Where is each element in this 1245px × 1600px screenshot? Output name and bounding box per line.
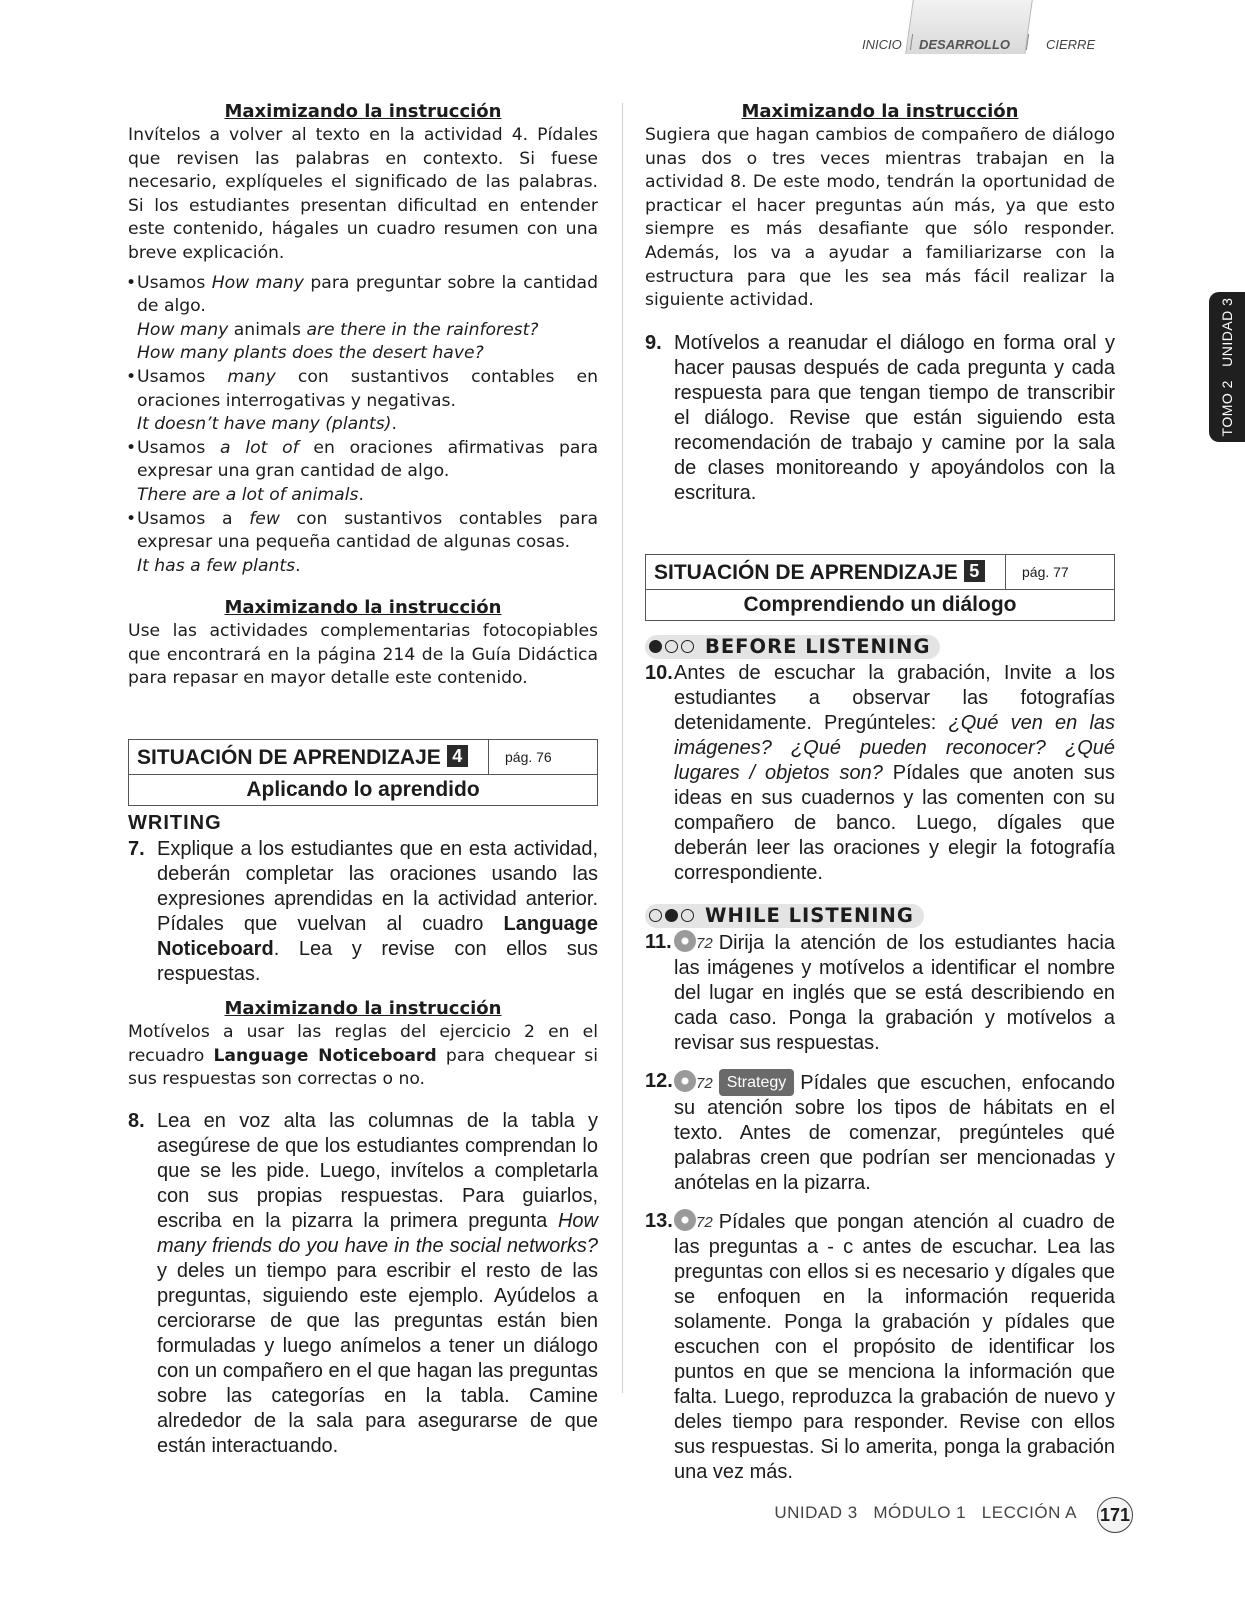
page-number: 171 bbox=[1097, 1497, 1133, 1533]
text: Pídales que anoten sus ideas en sus cuadernos y las comenten con su compañero de banco. Luego, dígales que deberán leer las oraciones y elegir la fotografía correspondiente. bbox=[674, 761, 1115, 884]
max-heading: Maximizando la instrucción bbox=[224, 597, 502, 619]
text: How many bbox=[211, 272, 304, 293]
writing-heading: WRITING bbox=[128, 812, 222, 835]
item-number: 7. bbox=[128, 838, 145, 861]
text: Motívelos a usar las reglas del ejercicio 2 en el recuadro bbox=[128, 1022, 598, 1066]
item-number: 9. bbox=[645, 331, 662, 354]
left-column bbox=[128, 100, 598, 1459]
text: Language Noticeboard bbox=[157, 913, 598, 961]
text: Dirija la atención de los estudiantes hacia las imágenes y motívelos a identificar el nombre del lugar en inglés que se está describiendo en cada caso. Ponga la grabación y motívelos a revisar sus respuestas. bbox=[674, 931, 1115, 1054]
text: Explique a los estudiantes que en esta actividad, deberán completar las oraciones usando las expresiones aprendidas en la actividad anterior. Pídales que vuelvan al cuadro bbox=[157, 838, 598, 936]
text: ¿Qué ven en las imágenes? ¿Qué pueden reconocer? ¿Qué lugares / objetos son? bbox=[674, 711, 1116, 784]
text: SITUACIÓN DE APRENDIZAJE bbox=[137, 746, 441, 770]
text: many bbox=[227, 366, 276, 387]
stage-dots bbox=[649, 906, 697, 924]
situation-subtitle: Aplicando lo aprendido bbox=[246, 778, 480, 802]
before-listening-pill bbox=[645, 635, 940, 659]
max-heading: Maximizando la instrucción bbox=[224, 998, 502, 1020]
text: Pídales que pongan atención al cuadro de las preguntas a - c antes de escuchar. Lea las preguntas con ellos si es necesario y dígales que se enfoquen en la información requerida solamente. Ponga la grabación y pídales que escuchen con el propósito de identificar los puntos en que se menciona la información que falta. Luego, reproduzca la grabación de nuevo y deles tiempo para responder. Revise con ellos sus respuestas. Si lo amerita, ponga la grabación una vez más. bbox=[674, 1210, 1115, 1483]
item-number: 12. bbox=[645, 1069, 673, 1092]
text: con sustantivos contables para expresar una pequeña cantidad de algunas cosas. bbox=[137, 508, 598, 553]
text: SITUACIÓN DE APRENDIZAJE bbox=[654, 560, 958, 584]
while-listening-label: WHILE LISTENING bbox=[705, 903, 914, 927]
dot-empty-icon bbox=[681, 909, 694, 922]
max-text: Use las actividades complementarias fotocopiables que encontrará en la página 214 de la Guía Didáctica para repasar en mayor detalle este contenido. bbox=[128, 621, 598, 689]
text: How many bbox=[137, 319, 234, 340]
situation-title bbox=[137, 745, 468, 770]
max-text: Invítelos a volver al texto en la actividad 4. Pídales que revisen las palabras en contexto. Si fuese necesario, explíqueles el significado de las palabras. Si los estudiantes presentan dificultad en entender este contenido, hágales un cuadro resumen con una breve explicación. bbox=[128, 125, 598, 263]
column-divider bbox=[622, 103, 623, 1393]
nav-inicio: INICIO bbox=[862, 37, 902, 52]
text: Pídales que escuchen, enfocando su atención sobre los tipos de hábitats en el texto. Antes de comenzar, pregúnteles qué palabras creen que podrían ser mencionadas y anótelas en la pizarra. bbox=[674, 1071, 1115, 1194]
text: few bbox=[249, 508, 280, 529]
while-listening-pill bbox=[645, 904, 924, 928]
example bbox=[137, 484, 598, 508]
dot-filled-icon bbox=[665, 909, 678, 922]
situation-number: 4 bbox=[447, 745, 468, 767]
text: Usamos bbox=[137, 366, 228, 387]
dot-empty-icon bbox=[665, 640, 678, 653]
stage-dots bbox=[649, 637, 697, 655]
situation-subtitle: Comprendiendo un diálogo bbox=[743, 592, 1017, 616]
section-nav bbox=[857, 0, 1117, 60]
situation-box-4 bbox=[128, 739, 598, 806]
dot-filled-icon bbox=[649, 640, 662, 653]
text: . bbox=[391, 414, 397, 435]
unit-side-tab bbox=[1209, 292, 1245, 442]
text: para chequear si sus respuestas son correctas o no. bbox=[128, 1045, 598, 1090]
situation-title bbox=[654, 560, 985, 585]
text: animals bbox=[233, 319, 301, 340]
track-number: 72 bbox=[696, 1213, 713, 1231]
before-listening-label: BEFORE LISTENING bbox=[705, 634, 931, 658]
activity-7 bbox=[128, 837, 598, 987]
item-number: 11. bbox=[645, 930, 672, 953]
footer-lesson-label: UNIDAD 3 MÓDULO 1 LECCIÓN A bbox=[774, 1503, 1077, 1522]
situation-header bbox=[129, 740, 597, 775]
side-tab-label: TOMO 2 UNIDAD 3 bbox=[1219, 297, 1235, 437]
situation-box-5 bbox=[645, 554, 1115, 621]
dot-empty-icon bbox=[649, 909, 662, 922]
situation-header bbox=[646, 555, 1114, 590]
text: en oraciones afirmativas para expresar una gran cantidad de algo. bbox=[137, 437, 598, 482]
text: It doesn’t have many (plants) bbox=[137, 414, 392, 435]
list-item bbox=[128, 508, 598, 579]
activity-9 bbox=[645, 331, 1115, 506]
text: y deles un tiempo para escribir el resto de las preguntas, siguiendo este ejemplo. Ayúdelos a cerciorarse de que las preguntas están bien formuladas y luego anímelos a tener un diálogo con un compañero en el que hagan las preguntas sobre las categorías en la tabla. Camine alrededor de la sala para asegurarse de que están interactuando. bbox=[157, 1259, 598, 1457]
text: Antes de escuchar la grabación, Invite a los estudiantes a observar las fotografías detenidamente. Pregúnteles: bbox=[674, 661, 1115, 734]
text: . bbox=[358, 484, 364, 505]
track-number: 72 bbox=[696, 934, 713, 952]
text: are there in the rainforest? bbox=[300, 319, 539, 340]
max-heading: Maximizando la instrucción bbox=[741, 101, 1019, 122]
activity-11 bbox=[645, 930, 1115, 1056]
text: Usamos a bbox=[137, 508, 250, 529]
situation-number: 5 bbox=[964, 560, 985, 582]
text: con sustantivos contables en oraciones interrogativas y negativas. bbox=[137, 366, 598, 411]
page-ref-cell bbox=[1005, 555, 1114, 589]
nav-desarrollo: DESARROLLO bbox=[919, 37, 1010, 52]
example: How many plants does the desert have? bbox=[137, 343, 484, 364]
example bbox=[137, 319, 598, 343]
page-ref: pág. 76 bbox=[505, 749, 552, 766]
dot-empty-icon bbox=[681, 640, 694, 653]
text: How many friends do you have in the social networks? bbox=[157, 1209, 598, 1257]
audio-cd-icon bbox=[674, 930, 696, 952]
max-text: Sugiera que hagan cambios de compañero de diálogo unas dos o tres veces mientras trabajan en la actividad 8. De este modo, tendrán la oportunidad de practicar el hacer preguntas aún más, ya que esto siempre es más desafiante que sólo responder. Además, los va a ayudar a familiarizarse con la estructura para que les sea más fácil realizar la siguiente actividad. bbox=[645, 125, 1115, 311]
list-item bbox=[128, 366, 598, 437]
item-number: 13. bbox=[645, 1209, 673, 1232]
text: There are a lot of animals bbox=[137, 484, 359, 505]
example bbox=[137, 555, 598, 579]
strategy-badge: Strategy bbox=[719, 1069, 795, 1096]
audio-cd-icon bbox=[674, 1209, 696, 1231]
text: para preguntar sobre la cantidad de algo. bbox=[137, 272, 598, 317]
activity-10 bbox=[645, 661, 1115, 886]
text: Motívelos a reanudar el diálogo en forma oral y hacer pausas después de cada pregunta y cada respuesta para que tengan tiempo de transcribir el diálogo. Revise que están siguiendo esta recomendación de trabajo y camine por la sala de clases monitoreando y apoyándolos con la escritura. bbox=[674, 331, 1115, 504]
list-item bbox=[128, 272, 598, 366]
max-text bbox=[128, 1021, 598, 1092]
text: Lea en voz alta las columnas de la tabla y asegúrese de que los estudiantes comprendan lo que se les pide. Luego, invítelos a completarla con sus propias respuestas. Para guiarlos, escriba en la pizarra la primera pregunta bbox=[157, 1109, 598, 1232]
example bbox=[137, 413, 598, 437]
audio-cd-icon bbox=[674, 1070, 696, 1092]
max-heading: Maximizando la instrucción bbox=[224, 101, 502, 122]
text: a lot of bbox=[220, 437, 299, 458]
grammar-list bbox=[128, 272, 598, 579]
list-item bbox=[128, 437, 598, 508]
text: Usamos bbox=[137, 437, 221, 458]
text: Language Noticeboard bbox=[213, 1045, 437, 1066]
activity-8 bbox=[128, 1109, 598, 1459]
right-column bbox=[645, 100, 1115, 1485]
before-listening-row bbox=[645, 635, 1115, 659]
page-ref: pág. 77 bbox=[1022, 563, 1069, 580]
activity-13 bbox=[645, 1209, 1115, 1485]
nav-cierre: CIERRE bbox=[1046, 37, 1096, 52]
text: . Lea y revise con ellos sus respuestas. bbox=[157, 938, 598, 986]
item-number: 10. bbox=[645, 661, 673, 684]
page-ref-cell bbox=[488, 740, 597, 774]
while-listening-row bbox=[645, 904, 1115, 928]
activity-12 bbox=[645, 1069, 1115, 1196]
track-number: 72 bbox=[696, 1074, 713, 1092]
item-number: 8. bbox=[128, 1109, 145, 1132]
text: Usamos bbox=[137, 272, 212, 293]
text: It has a few plants bbox=[137, 555, 296, 576]
text: . bbox=[295, 555, 301, 576]
